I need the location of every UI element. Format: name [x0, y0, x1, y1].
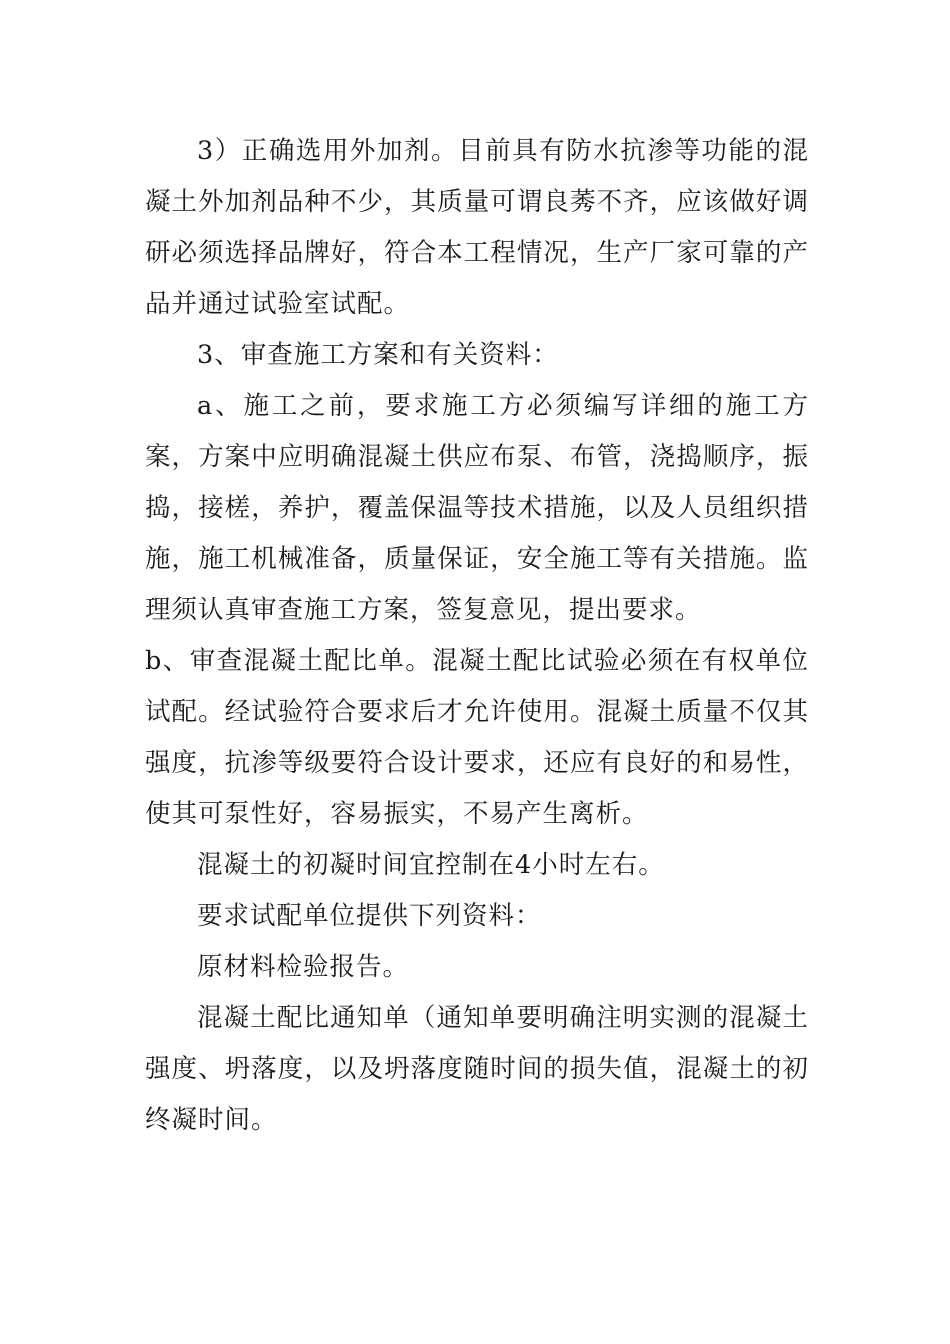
- paragraph-heading-review-plan: 3、审查施工方案和有关资料：: [197, 340, 559, 370]
- paragraph-mix-ratio-review: b、审查混凝土配比单。混凝土配比试验必须在有权单位试配。经试验符合要求后才允许使用。混凝土质量不仅其强度，抗渗等级要符合设计要求，还应有良好的和易性，使其可泵性好，容易振实，不易产生离析。: [145, 646, 809, 829]
- paragraph-required-materials: 要求试配单位提供下列资料：: [197, 901, 542, 931]
- paragraph-initial-setting-time: 混凝土的初凝时间宜控制在4小时左右。: [197, 850, 665, 880]
- paragraph-construction-plan: a、施工之前，要求施工方必须编写详细的施工方案，方案中应明确混凝土供应布泵、布管，浇捣顺序，振捣，接槎，养护，覆盖保温等技术措施，以及人员组织措施，施工机械准备，质量保证，安全施工等有关措施。监理须认真审查施工方案，签复意见，提出要求。: [145, 391, 809, 625]
- paragraph-inspection-report: 原材料检验报告。: [197, 952, 410, 982]
- document-body: [145, 126, 809, 1146]
- paragraph-mix-notice: 混凝土配比通知单（通知单要明确注明实测的混凝土强度、坍落度，以及坍落度随时间的损失值，混凝土的初终凝时间。: [145, 1003, 809, 1135]
- paragraph-admixture-selection: 3）正确选用外加剂。目前具有防水抗渗等功能的混凝土外加剂品种不少，其质量可谓良莠不齐，应该做好调研必须选择品牌好，符合本工程情况，生产厂家可靠的产品并通过试验室试配。: [145, 136, 809, 319]
